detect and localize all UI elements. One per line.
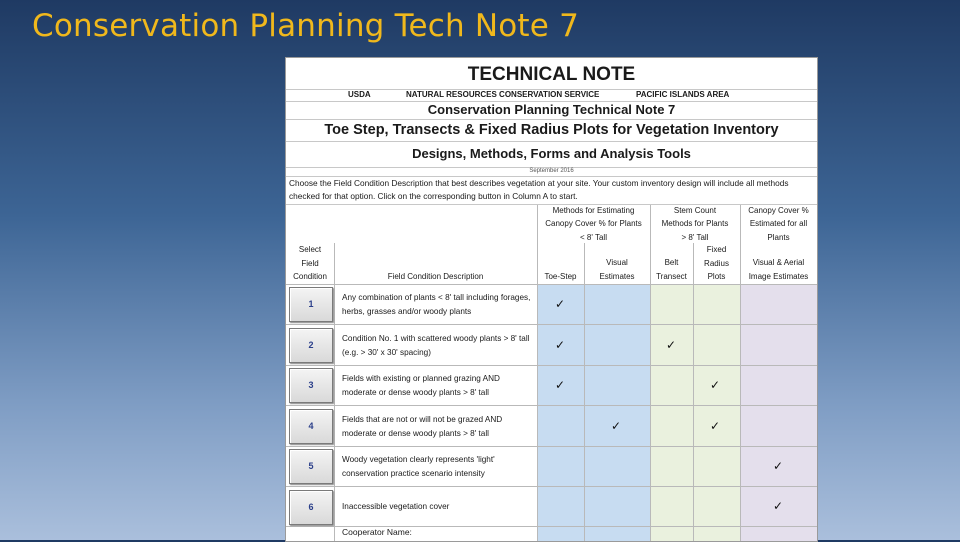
intro-text: Choose the Field Condition Description that best describes vegetation at your site. Your custom inventory design will include all methods checked for that option. Click on the corresponding button in Column A to start. bbox=[286, 176, 817, 205]
check-mark-icon: ✓ bbox=[773, 459, 784, 473]
grid-line bbox=[286, 405, 817, 406]
select-condition-2-button[interactable]: 2 bbox=[289, 328, 333, 363]
check-mark-icon: ✓ bbox=[710, 378, 721, 392]
grid-vline bbox=[693, 243, 694, 541]
check-mark-icon: ✓ bbox=[666, 338, 677, 352]
condition-1-description: Any combination of plants < 8' tall including forages, herbs, grasses and/or woody plants bbox=[342, 293, 531, 316]
col-header-aerial: Visual & Aerial Image Estimates bbox=[748, 258, 809, 281]
condition-6-description: Inaccessible vegetation cover bbox=[342, 502, 450, 511]
grid-line bbox=[286, 446, 817, 447]
grid-vline bbox=[334, 243, 335, 541]
col-header-select: Select Field Condition bbox=[293, 245, 327, 282]
fixed-column-bg bbox=[693, 284, 740, 541]
group-header-canopy-low: Methods for Estimating Canopy Cover % for Plants < 8' Tall bbox=[545, 205, 642, 242]
toe-step-column-bg bbox=[537, 284, 584, 541]
check-mark-icon: ✓ bbox=[710, 419, 721, 433]
slide-title: Conservation Planning Tech Note 7 bbox=[32, 8, 580, 44]
col-header-toe-step: Toe-Step bbox=[544, 271, 577, 281]
doc-subtitle: Designs, Methods, Forms and Analysis Tools bbox=[286, 141, 817, 168]
cooperator-name-label: Cooperator Name: bbox=[342, 527, 412, 537]
condition-3-description: Fields with existing or planned grazing AND moderate or dense woody plants > 8' tall bbox=[342, 374, 500, 397]
check-mark-icon: ✓ bbox=[611, 419, 622, 433]
col-header-visual: Visual Estimates bbox=[599, 258, 635, 281]
grid-line bbox=[286, 284, 817, 285]
agency-usda: USDA bbox=[348, 90, 371, 99]
select-condition-5-button[interactable]: 5 bbox=[289, 449, 333, 484]
col-header-description: Field Condition Description bbox=[387, 271, 484, 281]
grid-line bbox=[286, 324, 817, 325]
check-mark-icon: ✓ bbox=[773, 499, 784, 513]
check-mark-icon: ✓ bbox=[555, 297, 566, 311]
select-condition-4-button[interactable]: 4 bbox=[289, 409, 333, 444]
grid-vline bbox=[537, 205, 538, 541]
grid-line bbox=[286, 365, 817, 366]
group-header-stem-count: Stem Count Methods for Plants > 8' Tall bbox=[661, 205, 729, 242]
agency-nrcs: NATURAL RESOURCES CONSERVATION SERVICE bbox=[406, 90, 600, 99]
check-mark-icon: ✓ bbox=[555, 338, 566, 352]
grid-vline bbox=[650, 205, 651, 541]
note-title: Conservation Planning Technical Note 7 bbox=[286, 101, 817, 120]
select-condition-1-button[interactable]: 1 bbox=[289, 287, 333, 322]
condition-5-description: Woody vegetation clearly represents 'light' conservation practice scenario intensity bbox=[342, 455, 495, 478]
condition-2-description: Condition No. 1 with scattered woody plants > 8' tall (e.g. > 30' x 30' spacing) bbox=[342, 334, 530, 357]
grid-line bbox=[286, 486, 817, 487]
col-header-fixed: Fixed Radius Plots bbox=[704, 245, 729, 282]
col-header-belt: Belt Transect bbox=[656, 258, 687, 281]
condition-4-description: Fields that are not or will not be grazed AND moderate or dense woody plants > 8' tall bbox=[342, 415, 503, 438]
belt-column-bg bbox=[650, 284, 693, 541]
doc-header: TECHNICAL NOTE bbox=[286, 58, 817, 90]
select-condition-6-button[interactable]: 6 bbox=[289, 490, 333, 525]
doc-date: September 2016 bbox=[286, 167, 817, 177]
main-title: Toe Step, Transects & Fixed Radius Plots for Vegetation Inventory bbox=[286, 119, 817, 142]
agency-area: PACIFIC ISLANDS AREA bbox=[636, 90, 730, 99]
technical-note-document bbox=[285, 57, 818, 542]
visual-column-bg bbox=[584, 284, 650, 541]
group-header-canopy-all: Canopy Cover % Estimated for all Plants bbox=[748, 205, 809, 242]
grid-vline bbox=[740, 205, 741, 541]
grid-vline bbox=[584, 243, 585, 541]
select-condition-3-button[interactable]: 3 bbox=[289, 368, 333, 403]
check-mark-icon: ✓ bbox=[555, 378, 566, 392]
